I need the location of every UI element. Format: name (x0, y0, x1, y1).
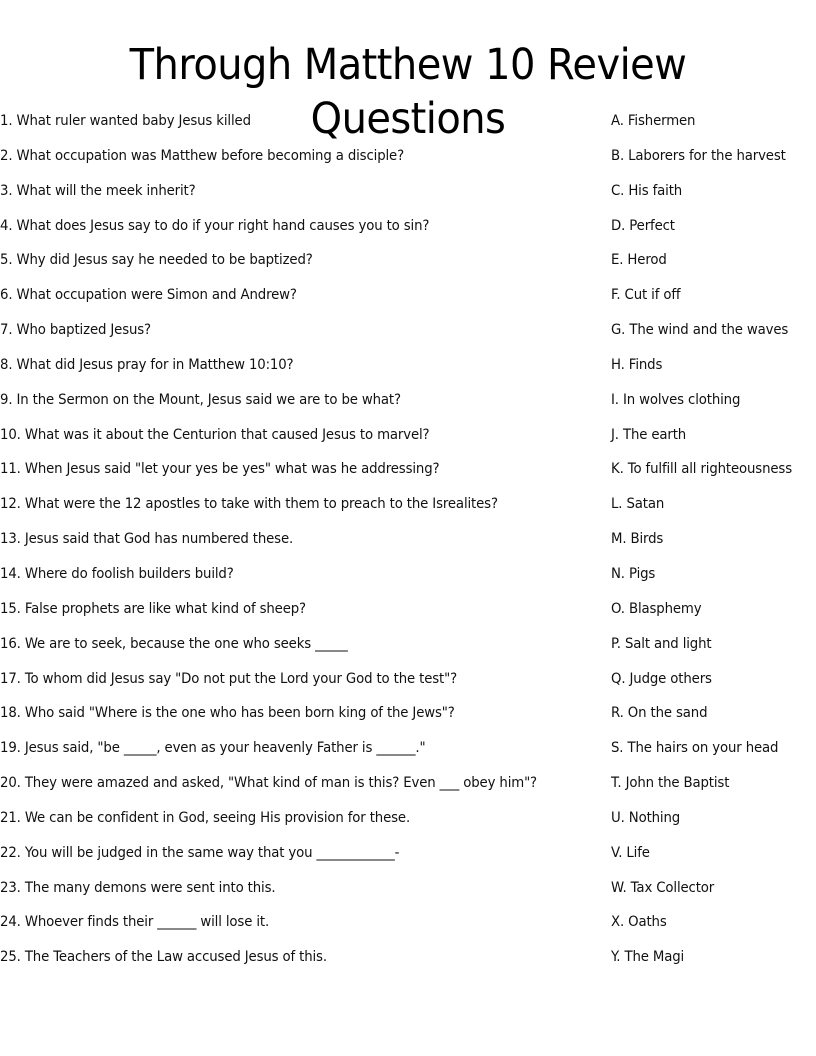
question-item (0, 146, 600, 181)
answer-text: G. The wind and the waves (611, 322, 789, 339)
answer-item (611, 494, 816, 529)
answer-item (611, 599, 816, 634)
question-item (0, 355, 600, 390)
answer-item (611, 878, 816, 913)
question-text: 15. False prophets are like what kind of sheep? (0, 600, 306, 617)
answer-item (611, 285, 816, 320)
question-text: 12. What were the 12 apostles to take with them to preach to the Isrealites? (0, 496, 498, 513)
answer-text: W. Tax Collector (611, 879, 715, 896)
answer-item (611, 808, 816, 843)
answer-text: L. Satan (611, 496, 665, 513)
question-text: 18. Who said "Where is the one who has been born king of the Jews"? (0, 705, 455, 722)
question-item (0, 634, 600, 669)
question-text: 7. Who baptized Jesus? (0, 322, 151, 339)
question-item (0, 669, 600, 704)
answer-text: D. Perfect (611, 217, 675, 234)
question-text: 9. In the Sermon on the Mount, Jesus said we are to be what? (0, 391, 401, 408)
answer-item (611, 669, 816, 704)
answer-text: B. Laborers for the harvest (611, 147, 786, 164)
question-item (0, 599, 600, 634)
answer-text: V. Life (611, 844, 650, 861)
question-text: 8. What did Jesus pray for in Matthew 10:10? (0, 356, 294, 373)
question-item (0, 564, 600, 599)
answer-item (611, 216, 816, 251)
question-text: 5. Why did Jesus say he needed to be baptized? (0, 252, 313, 269)
question-text: 3. What will the meek inherit? (0, 182, 196, 199)
question-item (0, 843, 600, 878)
answer-list (611, 111, 816, 982)
question-text: 19. Jesus said, "be _____, even as your heavenly Father is ______." (0, 740, 426, 757)
question-text: 4. What does Jesus say to do if your right hand causes you to sin? (0, 217, 430, 234)
question-item (0, 808, 600, 843)
answer-item (611, 146, 816, 181)
question-item (0, 250, 600, 285)
answer-text: S. The hairs on your head (611, 740, 779, 757)
question-item (0, 773, 600, 808)
question-text: 23. The many demons were sent into this. (0, 879, 276, 896)
answer-item (611, 425, 816, 460)
question-item (0, 912, 600, 947)
question-item (0, 320, 600, 355)
answer-text: K. To fulfill all righteousness (611, 461, 793, 478)
question-list (0, 111, 600, 982)
answer-item (611, 912, 816, 947)
answer-text: Y. The Magi (611, 949, 685, 966)
page-title: Through Matthew 10 Review Questions (129, 40, 687, 144)
question-text: 1. What ruler wanted baby Jesus killed (0, 113, 251, 129)
question-item (0, 216, 600, 251)
question-text: 17. To whom did Jesus say "Do not put the Lord your God to the test"? (0, 670, 458, 687)
question-item (0, 494, 600, 529)
question-item (0, 878, 600, 913)
answer-item (611, 111, 816, 146)
answer-item (611, 703, 816, 738)
answer-text: X. Oaths (611, 914, 667, 931)
question-text: 14. Where do foolish builders build? (0, 565, 234, 582)
question-item (0, 459, 600, 494)
question-text: 13. Jesus said that God has numbered these. (0, 531, 294, 548)
answer-text: F. Cut if off (611, 287, 681, 304)
answer-item (611, 459, 816, 494)
answer-item (611, 773, 816, 808)
answer-item (611, 843, 816, 878)
answer-text: I. In wolves clothing (611, 391, 741, 408)
question-text: 25. The Teachers of the Law accused Jesus of this. (0, 949, 327, 966)
question-text: 20. They were amazed and asked, "What kind of man is this? Even ___ obey him"? (0, 775, 537, 792)
question-text: 21. We can be confident in God, seeing His provision for these. (0, 809, 411, 826)
question-item (0, 285, 600, 320)
question-item (0, 529, 600, 564)
question-item (0, 703, 600, 738)
answer-text: R. On the sand (611, 705, 708, 722)
answer-text: M. Birds (611, 531, 664, 548)
question-text: 22. You will be judged in the same way that you ____________- (0, 844, 400, 861)
answer-text: C. His faith (611, 182, 683, 199)
question-text: 11. When Jesus said "let your yes be yes" what was he addressing? (0, 461, 440, 478)
question-item (0, 390, 600, 425)
question-text: 24. Whoever finds their ______ will lose it. (0, 914, 270, 931)
answer-text: P. Salt and light (611, 635, 712, 652)
question-text: 6. What occupation were Simon and Andrew? (0, 287, 297, 304)
question-text: 10. What was it about the Centurion that caused Jesus to marvel? (0, 426, 430, 443)
question-item (0, 181, 600, 216)
answer-text: H. Finds (611, 356, 663, 373)
answer-text: A. Fishermen (611, 113, 696, 129)
answer-item (611, 947, 816, 982)
answer-item (611, 738, 816, 773)
answer-item (611, 634, 816, 669)
answer-item (611, 320, 816, 355)
answer-text: E. Herod (611, 252, 667, 269)
answer-text: J. The earth (611, 426, 687, 443)
answer-item (611, 250, 816, 285)
answer-text: N. Pigs (611, 565, 656, 582)
question-item (0, 111, 600, 146)
question-text: 2. What occupation was Matthew before becoming a disciple? (0, 147, 405, 164)
answer-item (611, 564, 816, 599)
answer-text: U. Nothing (611, 809, 681, 826)
answer-item (611, 181, 816, 216)
question-item (0, 947, 600, 982)
answer-text: Q. Judge others (611, 670, 712, 687)
question-item (0, 738, 600, 773)
answer-item (611, 529, 816, 564)
answer-text: O. Blasphemy (611, 600, 702, 617)
answer-text: T. John the Baptist (611, 775, 730, 792)
answer-item (611, 390, 816, 425)
question-item (0, 425, 600, 460)
question-text: 16. We are to seek, because the one who seeks _____ (0, 635, 348, 652)
answer-item (611, 355, 816, 390)
